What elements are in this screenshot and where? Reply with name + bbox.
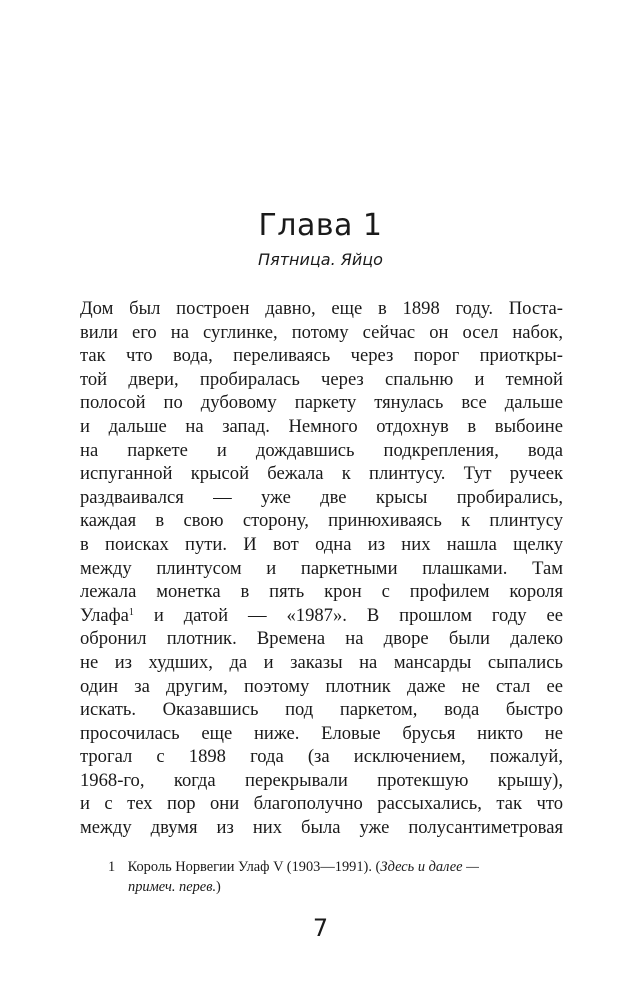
- chapter-title: Глава 1: [258, 208, 383, 243]
- chapter-subtitle: Пятница. Яйцо: [258, 250, 383, 269]
- text-line: 1968-го, когда перекрывали протекшую крышу),: [80, 769, 563, 791]
- text-line-with-footnote: [80, 604, 563, 628]
- footnote: [108, 857, 563, 897]
- text-line: трогал с 1898 года (за исключением, пожалуй,: [80, 746, 563, 768]
- footnote-reference[interactable]: 1: [128, 606, 134, 618]
- text-line: вили его на суглинке, потому сейчас он осел набок,: [80, 321, 563, 343]
- text-line: раздваивался — уже две крысы пробирались,: [80, 486, 563, 508]
- text-line: Дом был построен давно, еще в 1898 году. Поста-: [80, 298, 563, 319]
- text-line: полосой по дубовому паркету тянулась все дальше: [80, 392, 563, 414]
- footnote-text: Король Норвегии Улаф V (1903—1991). (: [127, 859, 381, 875]
- body-text: [80, 297, 563, 840]
- footnote-italic-cont: примеч. перев.: [128, 879, 217, 895]
- text-line: один за другим, поэтому плотник даже не стал ее: [80, 675, 563, 697]
- text-line: лежала монетка в пять крон с профилем короля: [80, 581, 563, 603]
- text-line: искать. Оказавшись под паркетом, вода быстро: [80, 699, 563, 721]
- footnote-italic: Здесь и далее —: [380, 859, 479, 875]
- footnote-continuation: [108, 877, 563, 897]
- text-line: испуганной крысой бежала к плинтусу. Тут ручеек: [80, 463, 563, 485]
- text-fragment: и датой — «1987». В прошлом году ее: [153, 604, 563, 626]
- text-line: просочилась еще ниже. Еловые брусья никто не: [80, 722, 563, 744]
- text-fragment: Улафа: [80, 604, 129, 626]
- text-line: на паркете и дождавшись подкрепления, вода: [80, 439, 563, 461]
- footnote-number: 1: [108, 859, 116, 875]
- footnote-close: ): [216, 879, 221, 895]
- text-line: между плинтусом и паркетными плашками. Там: [80, 557, 563, 579]
- page-number: 7: [312, 914, 329, 942]
- text-line: между двумя из них была уже полусантиметровая: [80, 817, 563, 839]
- text-line: обронил плотник. Времена на дворе были далеко: [80, 628, 563, 650]
- text-line: в поисках пути. И вот одна из них нашла щелку: [80, 533, 563, 555]
- text-line: так что вода, переливаясь через порог приоткры-: [80, 345, 563, 367]
- text-line: каждая в свою сторону, принюхиваясь к плинтусу: [80, 510, 563, 532]
- text-line: той двери, пробиралась через спальню и темной: [80, 368, 563, 390]
- text-line: и дальше на запад. Немного отдохнув в выбоине: [80, 415, 563, 437]
- text-line: и с тех пор они благополучно рассыхались, так что: [80, 793, 563, 815]
- text-line: не из худших, да и заказы на мансарды сыпались: [80, 651, 563, 673]
